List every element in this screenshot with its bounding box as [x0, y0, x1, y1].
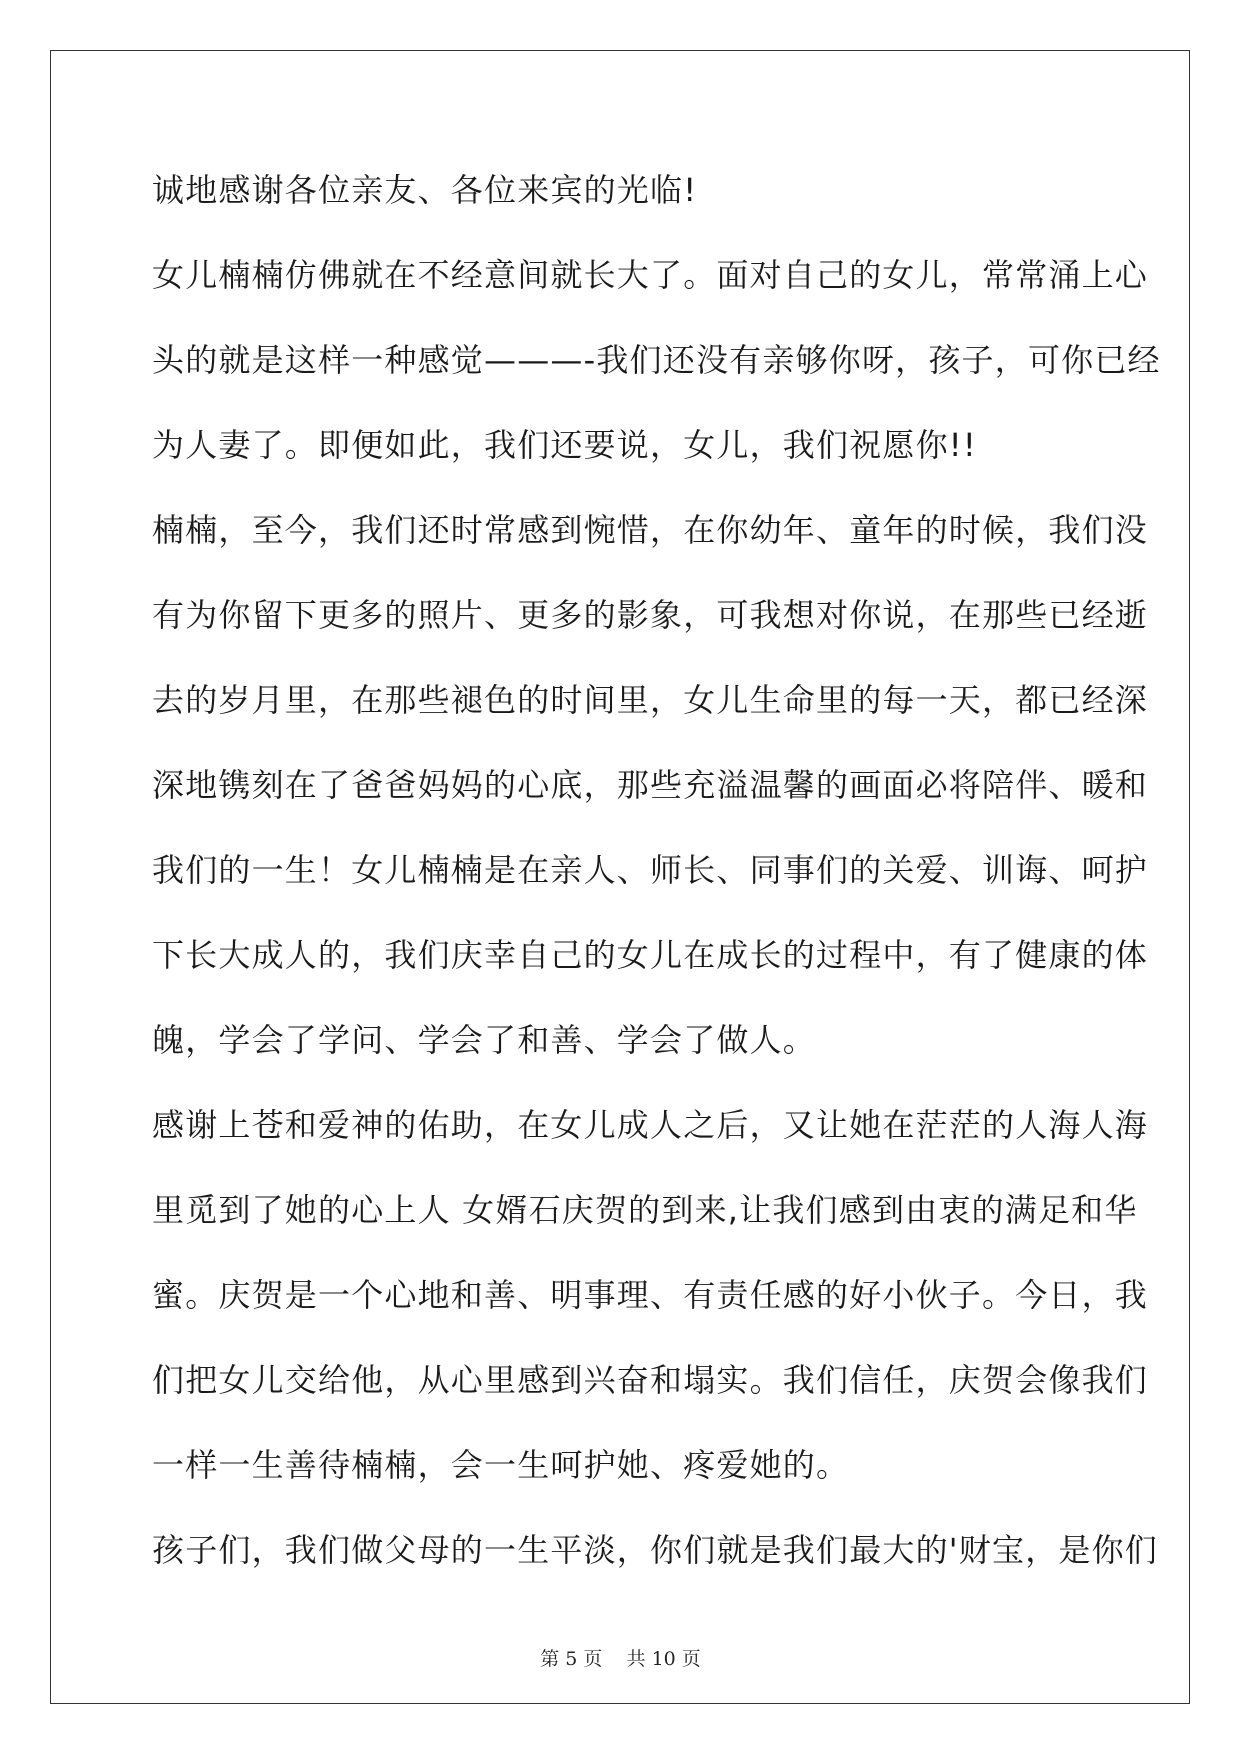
text-line-4: 为人妻了。即便如此，我们还要说，女儿，我们祝愿你!!	[152, 426, 977, 464]
text-line-16: 一样一生善待楠楠，会一生呵护她、疼爱她的。	[152, 1446, 850, 1484]
text-line-7: 去的岁月里，在那些褪色的时间里，女儿生命里的每一天，都已经深	[152, 681, 1149, 719]
text-line-14: 蜜。庆贺是一个心地和善、明事理、有责任感的好小伙子。今日，我	[152, 1276, 1149, 1314]
text-line-17: 孩子们，我们做父母的一生平淡，你们就是我们最大的'财宝，是你们	[152, 1531, 1158, 1569]
text-line-1: 诚地感谢各位亲友、各位来宾的光临!	[152, 171, 698, 209]
text-line-13: 里觅到了她的心上人 女婿石庆贺的到来,让我们感到由衷的满足和华	[152, 1191, 1138, 1229]
text-line-12: 感谢上苍和爱神的佑助，在女儿成人之后，又让她在茫茫的人海人海	[152, 1106, 1149, 1144]
text-line-15: 们把女儿交给他，从心里感到兴奋和塌实。我们信任，庆贺会像我们	[152, 1361, 1149, 1399]
text-line-11: 魄，学会了学问、学会了和善、学会了做人。	[152, 1021, 817, 1059]
text-line-5: 楠楠，至今，我们还时常感到惋惜，在你幼年、童年的时候，我们没	[152, 511, 1149, 549]
text-line-8: 深地镌刻在了爸爸妈妈的心底，那些充溢温馨的画面必将陪伴、暖和	[152, 766, 1149, 804]
document-body	[152, 160, 1161, 1605]
page-number-footer: 第 5 页 共 10 页	[540, 1648, 701, 1670]
text-line-3: 头的就是这样一种感觉———-我们还没有亲够你呀，孩子，可你已经	[152, 341, 1161, 379]
text-line-2: 女儿楠楠仿佛就在不经意间就长大了。面对自己的女儿，常常涌上心	[152, 256, 1149, 294]
text-line-9: 我们的一生！女儿楠楠是在亲人、师长、同事们的关爱、训诲、呵护	[152, 851, 1149, 889]
text-line-10: 下长大成人的，我们庆幸自己的女儿在成长的过程中，有了健康的体	[152, 936, 1149, 974]
text-line-6: 有为你留下更多的照片、更多的影象，可我想对你说，在那些已经逝	[152, 596, 1149, 634]
